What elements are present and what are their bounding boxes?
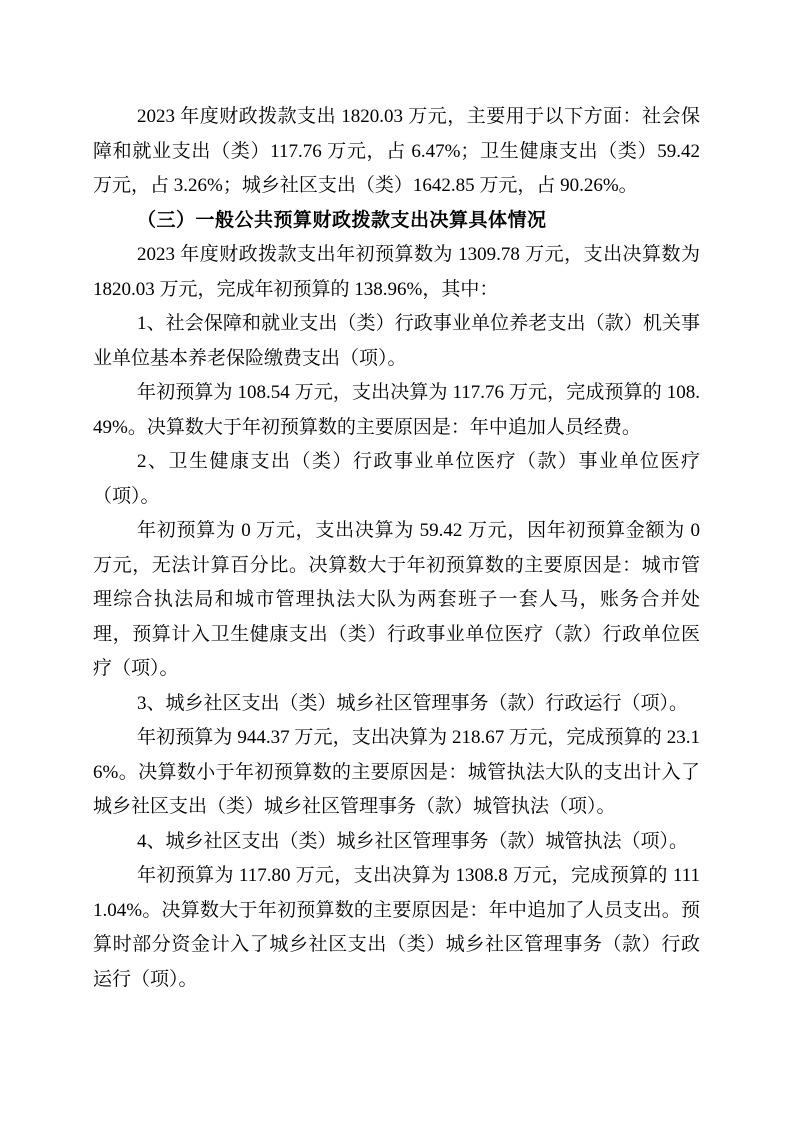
paragraph-item3-detail: 年初预算为 944.37 万元，支出决算为 218.67 万元，完成预算的 23.16%。决算数小于年初预算数的主要原因是：城管执法大队的支出计入了城乡社区支出（类）城乡社区管理事务（款）城管执法（项）。	[93, 727, 700, 817]
paragraph-item4-detail: 年初预算为 117.80 万元，支出决算为 1308.8 万元，完成预算的 1111.04%。决算数大于年初预算数的主要原因是：年中追加了人员支出。预算时部分资金计入了城乡社区支出（类）城乡社区管理事务（款）行政运行（项）。	[93, 865, 700, 990]
paragraph-budget-vs-final: 2023 年度财政拨款支出年初预算数为 1309.78 万元，支出决算数为 1820.03 万元，完成年初预算的 138.96%，其中：	[93, 244, 700, 300]
paragraph-item4-title: 4、城乡社区支出（类）城乡社区管理事务（款）城管执法（项）。	[137, 830, 689, 852]
paragraph-item1-title: 1、社会保障和就业支出（类）行政事业单位养老支出（款）机关事业单位基本养老保险缴费支出（项）。	[93, 313, 700, 369]
paragraph-item2-title: 2、卫生健康支出（类）行政事业单位医疗（款）事业单位医疗（项）。	[93, 451, 700, 507]
section-heading-3: （三）一般公共预算财政拨款支出决算具体情况	[137, 209, 547, 231]
paragraph-item2-detail: 年初预算为 0 万元，支出决算为 59.42 万元，因年初预算金额为 0 万元，无法计算百分比。决算数大于年初预算数的主要原因是：城市管理综合执法局和城市管理执法大队为两套班子一套人马，账务合并处理，预算计入卫生健康支出（类）行政事业单位医疗（款）行政单位医疗（项）。	[93, 520, 700, 679]
paragraph-item1-detail: 年初预算为 108.54 万元，支出决算为 117.76 万元，完成预算的 108.49%。决算数大于年初预算数的主要原因是：年中追加人员经费。	[93, 382, 700, 438]
paragraph-expenditure-overview: 2023 年度财政拨款支出 1820.03 万元，主要用于以下方面：社会保障和就业支出（类）117.76 万元，占 6.47%；卫生健康支出（类）59.42 万元，占 3.26%；城乡社区支出（类）1642.85 万元，占 90.26%。	[93, 106, 700, 196]
paragraph-item3-title: 3、城乡社区支出（类）城乡社区管理事务（款）行政运行（项）。	[137, 692, 689, 714]
